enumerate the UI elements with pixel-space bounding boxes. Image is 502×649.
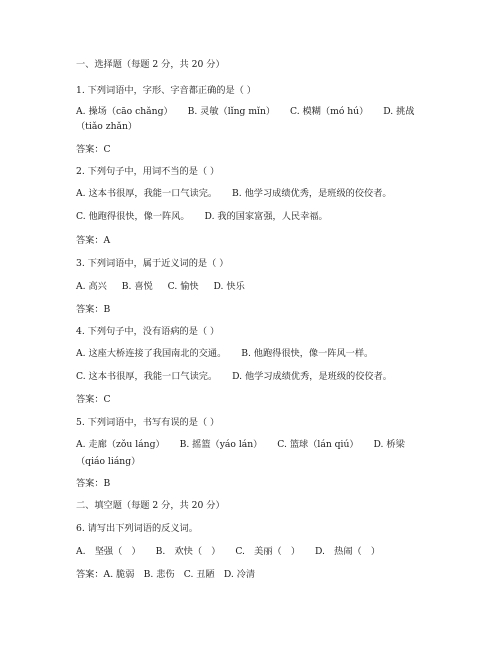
question-3-option-a: A. 高兴: [76, 281, 107, 292]
question-6-stem: 6. 请写出下列词语的反义词。: [76, 523, 198, 534]
question-4-options-row-2: [76, 371, 392, 383]
question-6-option-a: A. 坚强（ ）: [76, 546, 141, 557]
question-6-answer: 答案：A. 脆弱 B. 悲伤 C. 丑陋 D. 冷清: [76, 569, 256, 580]
question-1-option-d-pinyin: （tiǎo zhǎn）: [76, 121, 138, 132]
question-2-option-c: C. 他跑得很快，像一阵风。: [76, 211, 190, 222]
question-6-option-c: C. 美丽（ ）: [235, 546, 301, 557]
question-5-option-c: C. 篮球（lán qiú）: [277, 439, 359, 450]
question-4-stem: 4. 下列句子中，没有语病的是（ ）: [76, 326, 220, 337]
section-heading-choice: 一、选择题（每题 2 分，共 20 分）: [76, 59, 225, 70]
question-2-stem: 2. 下列句子中，用词不当的是（ ）: [76, 166, 220, 177]
question-1-answer: 答案：C: [76, 144, 111, 155]
question-2-options-row-1: [76, 188, 392, 200]
question-5-answer: 答案：B: [76, 478, 111, 489]
question-2-option-b: B. 他学习成绩优秀，是班级的佼佼者。: [232, 188, 392, 199]
question-1-option-b: B. 灵敏（lǐng mǐn）: [187, 106, 276, 117]
question-5-options: [76, 439, 405, 451]
section-heading-fill-in: 二、填空题（每题 2 分，共 20 分）: [76, 500, 225, 511]
question-1-stem: 1. 下列词语中，字形、字音都正确的是（ ）: [76, 85, 256, 96]
question-4-option-a: A. 这座大桥连接了我国南北的交通。: [76, 348, 227, 359]
question-5-stem: 5. 下列词语中，书写有误的是（ ）: [76, 417, 220, 428]
question-5-option-d-pinyin: （qiáo liáng）: [76, 456, 141, 467]
question-5-option-b: B. 摇篮（yáo lán）: [179, 439, 263, 450]
question-3-option-c: C. 愉快: [167, 281, 199, 292]
question-2-options-row-2: [76, 211, 328, 223]
question-4-options-row-1: [76, 348, 373, 360]
question-4-option-b: B. 他跑得很快，像一阵风一样。: [241, 348, 374, 359]
question-4-answer: 答案：C: [76, 394, 111, 405]
question-6-option-d: D. 热闹（ ）: [315, 546, 381, 557]
question-2-option-a: A. 这本书很厚，我能一口气读完。: [76, 188, 218, 199]
question-1-option-a: A. 操场（cāo chǎng）: [76, 106, 173, 117]
question-3-answer: 答案：B: [76, 304, 111, 315]
question-1-options: [76, 106, 414, 118]
question-3-stem: 3. 下列词语中，属于近义词的是（ ）: [76, 258, 229, 269]
question-3-options: [76, 281, 245, 293]
question-2-option-d: D. 我的国家富强，人民幸福。: [204, 211, 328, 222]
question-5-option-a: A. 走廊（zǒu láng）: [76, 439, 165, 450]
question-1-option-c: C. 模糊（mó hú）: [290, 106, 369, 117]
question-5-option-d: D. 桥梁: [373, 439, 405, 450]
question-4-option-c: C. 这本书很厚，我能一口气读完。: [76, 371, 218, 382]
question-6-options: [76, 546, 380, 558]
question-6-option-b: B. 欢快（ ）: [155, 546, 221, 557]
question-3-option-b: B. 喜悦: [121, 281, 153, 292]
question-4-option-d: D. 他学习成绩优秀，是班级的佼佼者。: [232, 371, 392, 382]
question-1-option-d: D. 挑战: [383, 106, 415, 117]
question-3-option-d: D. 快乐: [213, 281, 245, 292]
question-2-answer: 答案：A: [76, 235, 111, 246]
